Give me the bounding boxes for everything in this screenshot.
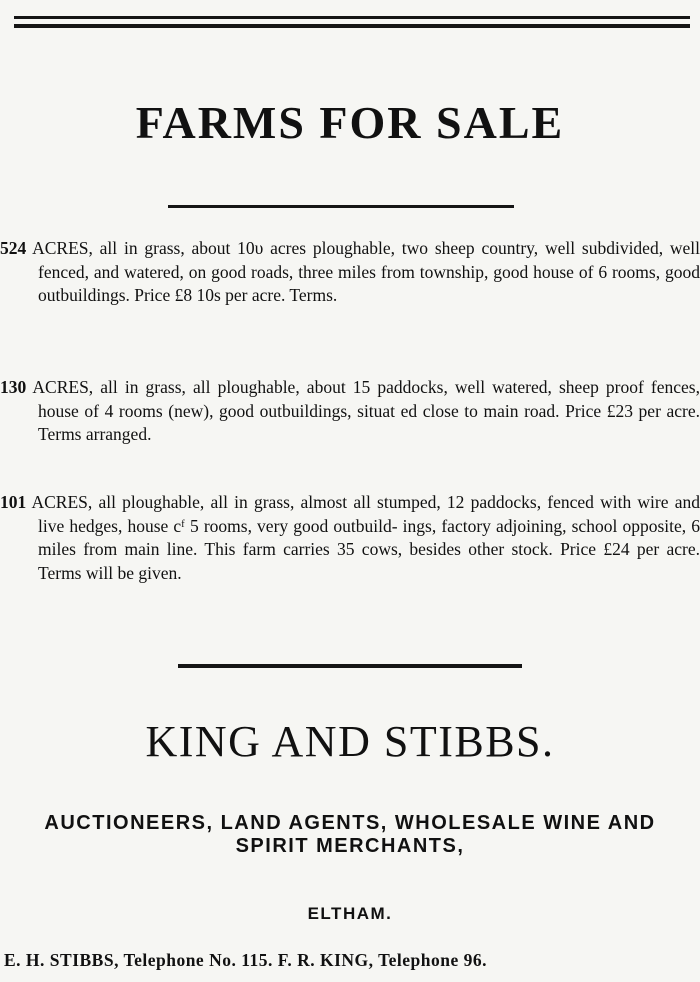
heading-rule [168,205,514,208]
contact-line: E. H. STIBBS, Telephone No. 115. F. R. KING, Telephone 96. [4,950,487,970]
firm-name: KING AND STIBBS. [145,717,555,766]
section-rule [178,664,522,668]
page-heading: FARMS FOR SALE [135,97,565,148]
listing-number: 101 [0,492,27,512]
listing-number: 524 [0,238,27,258]
listing-number: 130 [0,377,27,397]
firm-trades [0,812,700,858]
top-rule-double [14,24,690,28]
town-name: ELTHAM. [307,904,393,923]
top-rule [14,16,690,19]
trade-line-1: AUCTIONEERS, LAND AGENTS, WHOLESALE WINE AND [44,812,656,834]
listing-paragraph [0,376,700,447]
listing-text: ACRES, all in grass, all ploughable, about 15 paddocks, well watered, sheep proof fences, house of 4 rooms (new), good outbuildings, situat ed close to main road. Price £23 per acre. Terms arranged. [32,377,700,444]
listing-130 [0,376,700,447]
listing-101 [0,491,700,585]
listing-text: ACRES, all ploughable, all in grass, almost all stumped, 12 paddocks, fenced with wire and live hedges, house cᶠ 5 rooms, very good outbuild- ings, factory adjoining, school opposite, 6 miles from main line. This farm carries 35 cows, besides other stock. Price £24 per acre. Terms will be given. [31,492,700,583]
listing-524 [0,237,700,308]
listing-paragraph [0,237,700,308]
trade-line-2: SPIRIT MERCHANTS, [235,835,465,857]
listing-paragraph [0,491,700,585]
listing-text: ACRES, all in grass, about 10υ acres ploughable, two sheep country, well subdivided, well fenced, and watered, on good roads, three miles from township, good house of 6 rooms, good outbuildings. Price £8 10s per acre. Terms. [32,238,700,305]
